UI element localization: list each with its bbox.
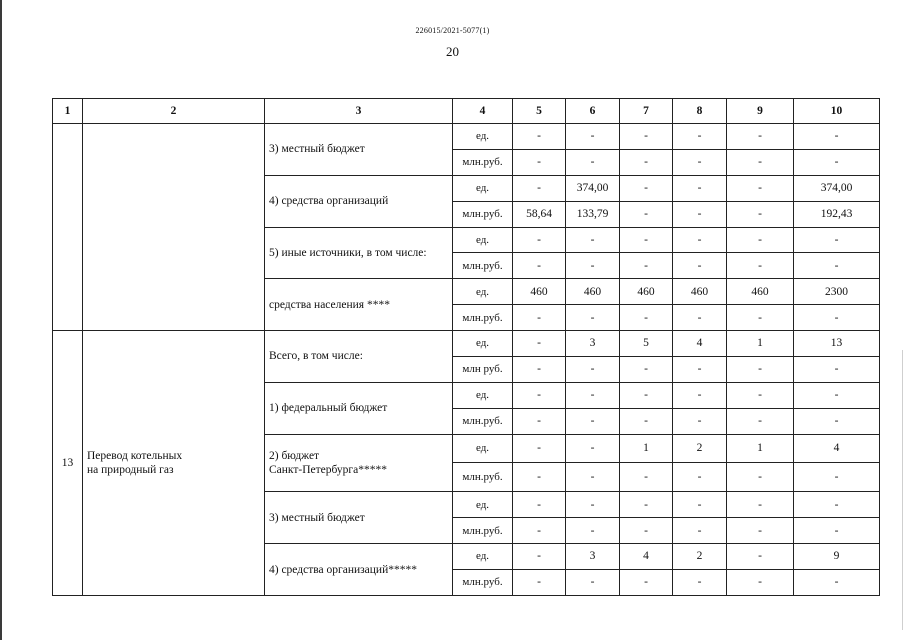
value-cell: 460	[673, 279, 727, 305]
funding-source-cell: 3) местный бюджет	[265, 124, 453, 176]
value-cell: -	[794, 382, 880, 408]
value-cell: 192,43	[794, 201, 880, 227]
col-header-5: 5	[513, 99, 566, 124]
funding-source-label: Санкт-Петербурга*****	[269, 463, 387, 476]
unit-cell: ед.	[453, 434, 513, 463]
value-cell: -	[673, 227, 727, 253]
activity-name-line: Перевод котельных	[87, 450, 183, 462]
value-cell: -	[513, 356, 566, 382]
value-cell: -	[566, 305, 620, 331]
value-cell: -	[513, 382, 566, 408]
funding-source-cell: 4) средства организаций	[265, 175, 453, 227]
unit-cell: млн.руб.	[453, 253, 513, 279]
value-cell: -	[673, 253, 727, 279]
value-cell: 2	[673, 434, 727, 463]
value-cell: -	[620, 305, 673, 331]
value-cell: -	[620, 175, 673, 201]
value-cell: -	[620, 569, 673, 595]
value-cell: -	[673, 149, 727, 175]
table-row	[53, 124, 880, 150]
value-cell: -	[673, 518, 727, 544]
value-cell: -	[566, 227, 620, 253]
value-cell: 460	[566, 279, 620, 305]
value-cell: -	[673, 408, 727, 434]
col-header-7: 7	[620, 99, 673, 124]
value-cell: -	[794, 124, 880, 150]
value-cell: -	[727, 124, 794, 150]
col-header-2: 2	[83, 99, 265, 124]
value-cell: 3	[566, 544, 620, 570]
col-header-8: 8	[673, 99, 727, 124]
value-cell: 3	[566, 331, 620, 357]
value-cell: 9	[794, 544, 880, 570]
value-cell: -	[620, 408, 673, 434]
value-cell: -	[794, 569, 880, 595]
value-cell: -	[794, 463, 880, 492]
document-id: 226015/2021-5077(1)	[415, 26, 490, 35]
value-cell: -	[566, 492, 620, 518]
value-cell: -	[620, 253, 673, 279]
budget-table	[52, 98, 880, 596]
value-cell: -	[513, 149, 566, 175]
value-cell: -	[566, 382, 620, 408]
value-cell: -	[513, 492, 566, 518]
unit-cell: млн.руб.	[453, 569, 513, 595]
value-cell: 460	[620, 279, 673, 305]
unit-cell: млн.руб.	[453, 201, 513, 227]
value-cell: -	[727, 305, 794, 331]
row-number-cell	[53, 124, 83, 331]
page-number: 20	[446, 44, 459, 59]
value-cell: -	[566, 434, 620, 463]
value-cell: -	[566, 569, 620, 595]
value-cell: 374,00	[566, 175, 620, 201]
value-cell: -	[727, 175, 794, 201]
value-cell: -	[513, 569, 566, 595]
value-cell: -	[673, 175, 727, 201]
col-header-3: 3	[265, 99, 453, 124]
value-cell: -	[794, 253, 880, 279]
table-row	[53, 331, 880, 357]
value-cell: -	[566, 463, 620, 492]
value-cell: 4	[673, 331, 727, 357]
unit-cell: млн.руб.	[453, 149, 513, 175]
value-cell: 4	[620, 544, 673, 570]
value-cell: -	[566, 149, 620, 175]
value-cell: -	[620, 382, 673, 408]
value-cell: -	[513, 544, 566, 570]
col-header-9: 9	[727, 99, 794, 124]
value-cell: -	[513, 175, 566, 201]
funding-source-label: 2) бюджет	[269, 449, 320, 462]
unit-cell: ед.	[453, 382, 513, 408]
col-header-6: 6	[566, 99, 620, 124]
value-cell: -	[794, 492, 880, 518]
value-cell: -	[727, 544, 794, 570]
value-cell: -	[620, 124, 673, 150]
unit-cell: ед.	[453, 544, 513, 570]
value-cell: -	[794, 356, 880, 382]
funding-source-cell: 3) местный бюджет	[265, 492, 453, 544]
col-header-1: 1	[53, 99, 83, 124]
value-cell: -	[673, 124, 727, 150]
value-cell: -	[513, 434, 566, 463]
value-cell: 374,00	[794, 175, 880, 201]
value-cell: -	[620, 463, 673, 492]
value-cell: 1	[727, 434, 794, 463]
value-cell: -	[673, 569, 727, 595]
unit-cell: ед.	[453, 279, 513, 305]
value-cell: -	[794, 305, 880, 331]
value-cell: -	[673, 463, 727, 492]
value-cell: 2	[673, 544, 727, 570]
value-cell: -	[566, 518, 620, 544]
scan-edge-left	[0, 0, 2, 640]
value-cell: -	[513, 518, 566, 544]
value-cell: -	[727, 227, 794, 253]
value-cell: -	[794, 518, 880, 544]
value-cell: -	[727, 253, 794, 279]
unit-cell: млн руб.	[453, 356, 513, 382]
funding-source-cell: 5) иные источники, в том числе:	[265, 227, 453, 279]
value-cell: 58,64	[513, 201, 566, 227]
scan-edge-right	[902, 350, 903, 630]
header-row	[53, 99, 880, 124]
funding-source-cell	[265, 434, 453, 492]
value-cell: -	[566, 124, 620, 150]
value-cell: -	[727, 518, 794, 544]
value-cell: -	[513, 253, 566, 279]
activity-name-line: на природный газ	[87, 464, 174, 476]
value-cell: -	[620, 356, 673, 382]
value-cell: -	[566, 356, 620, 382]
value-cell: -	[794, 408, 880, 434]
unit-cell: ед.	[453, 331, 513, 357]
value-cell: -	[727, 382, 794, 408]
value-cell: -	[566, 408, 620, 434]
value-cell: -	[513, 463, 566, 492]
value-cell: -	[513, 331, 566, 357]
value-cell: -	[620, 492, 673, 518]
value-cell: -	[566, 253, 620, 279]
unit-cell: ед.	[453, 175, 513, 201]
value-cell: 2300	[794, 279, 880, 305]
funding-source-cell: средства населения ****	[265, 279, 453, 331]
funding-source-cell: 4) средства организаций*****	[265, 544, 453, 596]
value-cell: 4	[794, 434, 880, 463]
value-cell: -	[794, 227, 880, 253]
value-cell: -	[513, 227, 566, 253]
value-cell: -	[727, 201, 794, 227]
unit-cell: ед.	[453, 227, 513, 253]
activity-name-cell	[83, 331, 265, 596]
col-header-4: 4	[453, 99, 513, 124]
funding-source-cell: Всего, в том числе:	[265, 331, 453, 383]
value-cell: -	[620, 227, 673, 253]
value-cell: -	[513, 124, 566, 150]
value-cell: -	[727, 492, 794, 518]
unit-cell: млн.руб.	[453, 408, 513, 434]
value-cell: -	[620, 518, 673, 544]
value-cell: 1	[620, 434, 673, 463]
row-number-cell: 13	[53, 331, 83, 596]
col-header-10: 10	[794, 99, 880, 124]
value-cell: -	[727, 408, 794, 434]
value-cell: -	[513, 408, 566, 434]
value-cell: -	[513, 305, 566, 331]
unit-cell: млн.руб.	[453, 305, 513, 331]
value-cell: -	[727, 463, 794, 492]
value-cell: -	[673, 492, 727, 518]
value-cell: -	[620, 201, 673, 227]
activity-name-cell	[83, 124, 265, 331]
value-cell: 5	[620, 331, 673, 357]
value-cell: -	[673, 201, 727, 227]
value-cell: -	[727, 356, 794, 382]
value-cell: 1	[727, 331, 794, 357]
unit-cell: млн.руб.	[453, 463, 513, 492]
value-cell: -	[673, 382, 727, 408]
value-cell: 460	[727, 279, 794, 305]
value-cell: 460	[513, 279, 566, 305]
value-cell: -	[727, 569, 794, 595]
value-cell: -	[673, 356, 727, 382]
unit-cell: ед.	[453, 124, 513, 150]
value-cell: 13	[794, 331, 880, 357]
value-cell: -	[620, 149, 673, 175]
value-cell: -	[673, 305, 727, 331]
value-cell: -	[794, 149, 880, 175]
value-cell: 133,79	[566, 201, 620, 227]
unit-cell: млн.руб.	[453, 518, 513, 544]
value-cell: -	[727, 149, 794, 175]
funding-source-cell: 1) федеральный бюджет	[265, 382, 453, 434]
unit-cell: ед.	[453, 492, 513, 518]
